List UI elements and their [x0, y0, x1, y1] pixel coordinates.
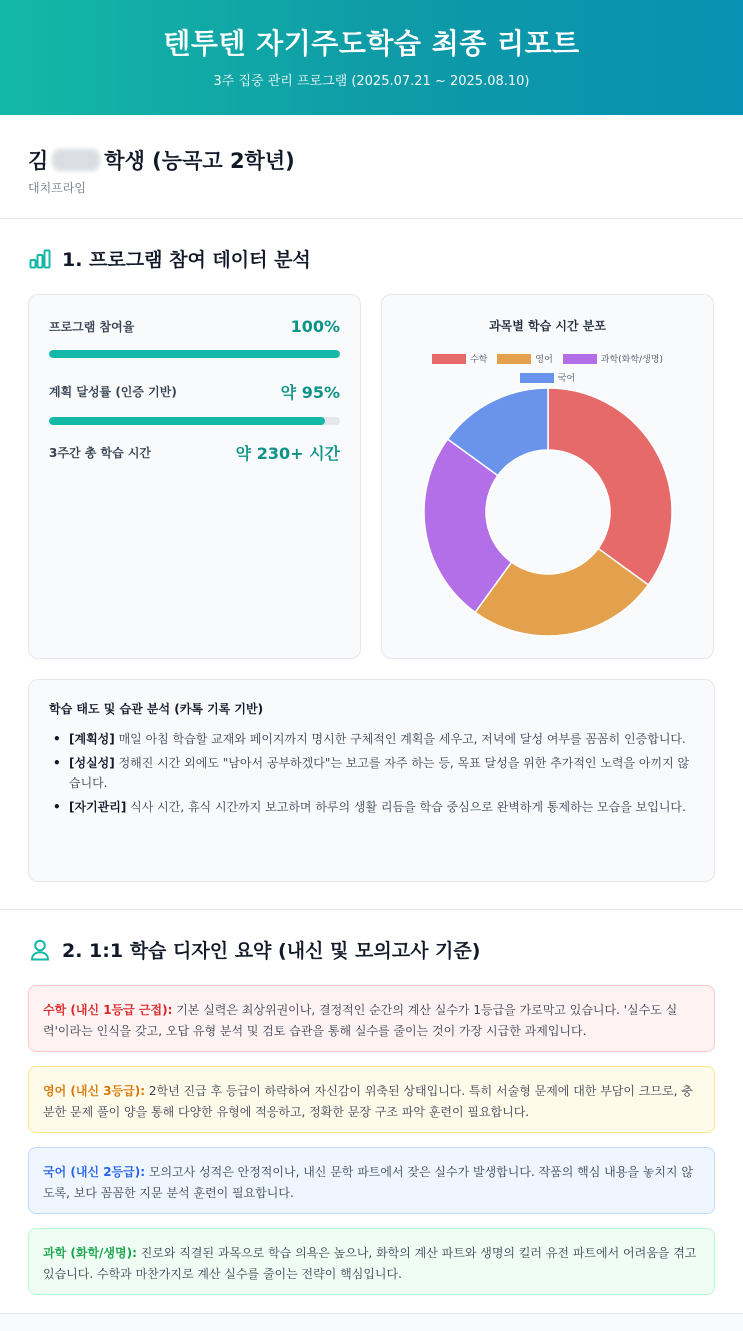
person-icon [28, 938, 52, 962]
student-name [28, 145, 715, 175]
design-card-math [28, 985, 715, 1052]
section-title: 2. 1:1 학습 디자인 요약 (내신 및 모의고사 기준) [62, 940, 481, 962]
legend-item[interactable] [520, 371, 575, 384]
student-name-suffix: 학생 (능곡고 2학년) [104, 149, 295, 173]
page-footer-edge [0, 1313, 743, 1331]
design-card-science [28, 1228, 715, 1295]
habit-keyword: [자기관리] [69, 800, 127, 814]
design-lead: 수학 (내신 1등급 근접): [43, 1003, 173, 1017]
legend-label: 과학(화학/생명) [600, 355, 663, 365]
habit-text: 정해진 시간 외에도 "남아서 공부하겠다"는 보고를 자주 하는 등, 목표 달성을 위한 추가적인 노력을 아끼지 않습니다. [69, 756, 690, 790]
student-branch: 대치프라임 [28, 181, 86, 195]
report-period: 3주 집중 관리 프로그램 (2025.07.21 ~ 2025.08.10) [213, 74, 530, 89]
legend-swatch [563, 354, 597, 364]
report-header [0, 0, 743, 115]
design-card-korean [28, 1147, 715, 1214]
name-redaction [52, 149, 100, 171]
list-item [49, 797, 694, 817]
chart-legend [423, 352, 673, 384]
stats-card [28, 294, 361, 659]
habit-text: 매일 아침 학습할 교재와 페이지까지 명시한 구체적인 계획을 세우고, 저녁에 달성 여부를 꼼꼼히 인증합니다. [114, 732, 686, 746]
progress-bar [49, 350, 340, 358]
donut-chart [392, 384, 705, 644]
stats-row [28, 294, 715, 659]
habit-keyword: [성실성] [69, 756, 115, 770]
stat-value: 약 230+ 시간 [235, 444, 340, 463]
progress-bar-fill [49, 417, 325, 425]
stat-value: 약 95% [280, 383, 340, 402]
donut-slice-0[interactable] [548, 388, 672, 585]
legend-item[interactable] [432, 352, 487, 365]
design-text: 2학년 진급 후 등급이 하락하여 자신감이 위축된 상태입니다. 특히 서술형 문제에 대한 부담이 크므로, 충분한 문제 풀이 양을 통해 다양한 유형에 적응하고, 정확한 문장 구조 파악 훈련이 필요합니다. [43, 1084, 693, 1119]
list-item [49, 753, 694, 793]
participation-section [0, 219, 743, 882]
report-title: 텐투텐 자기주도학습 최종 리포트 [163, 27, 580, 60]
list-item [49, 729, 694, 749]
section-title: 1. 프로그램 참여 데이터 분석 [62, 249, 311, 271]
habit-title: 학습 태도 및 습관 분석 (카톡 기록 기반) [49, 702, 264, 716]
legend-swatch [497, 354, 531, 364]
design-text: 모의고사 성적은 안정적이나, 내신 문학 파트에서 잦은 실수가 발생합니다. 작품의 핵심 내용을 놓치지 않도록, 보다 꼼꼼한 지문 분석 훈련이 필요합니다. [43, 1165, 693, 1200]
legend-label: 국어 [557, 374, 576, 384]
stat-label: 3주간 총 학습 시간 [49, 446, 152, 460]
habit-keyword: [계획성] [69, 732, 115, 746]
design-text: 기본 실력은 최상위권이나, 결정적인 순간의 계산 실수가 1등급을 가로막고 있습니다. '실수도 실력'이라는 인식을 갖고, 오답 유형 분석 및 검토 습관을 통해 실수를 줄이는 것이 가장 시급한 과제입니다. [43, 1003, 678, 1038]
habit-list [49, 729, 694, 817]
stat-value: 100% [290, 317, 340, 336]
habit-text: 식사 시간, 휴식 시간까지 보고하며 하루의 생활 리듬을 학습 중심으로 완벽하게 통제하는 모습을 보입니다. [126, 800, 686, 814]
design-card-english [28, 1066, 715, 1133]
section-heading [28, 936, 715, 963]
subject-time-chart [381, 294, 714, 659]
legend-swatch [432, 354, 466, 364]
design-text: 진로와 직결된 과목으로 학습 의욕은 높으나, 화학의 계산 파트와 생명의 킬러 유전 파트에서 어려움을 겪고 있습니다. 수학과 마찬가지로 계산 실수를 줄이는 전략이 핵심입니다. [43, 1246, 697, 1281]
section-heading [28, 245, 715, 272]
legend-label: 영어 [535, 355, 553, 365]
stat-total-hours [49, 441, 340, 464]
design-lead: 영어 (내신 3등급): [43, 1084, 146, 1098]
design-lead: 과학 (화학/생명): [43, 1246, 137, 1260]
legend-swatch [520, 373, 554, 383]
legend-item[interactable] [563, 352, 663, 365]
bar-chart-icon [28, 247, 52, 271]
stat-participation [49, 317, 340, 336]
chart-title: 과목별 학습 시간 분포 [489, 319, 606, 333]
student-info [0, 115, 743, 219]
stat-label: 프로그램 참여율 [49, 320, 135, 334]
progress-bar [49, 417, 340, 425]
design-lead: 국어 (내신 2등급): [43, 1165, 146, 1179]
stat-label: 계획 달성률 (인증 기반) [49, 385, 177, 399]
learning-design-section [0, 910, 743, 1295]
stat-plan-achievement [49, 380, 340, 403]
legend-item[interactable] [497, 352, 552, 365]
student-name-prefix: 김 [28, 149, 49, 173]
progress-bar-fill [49, 350, 340, 358]
legend-label: 수학 [469, 355, 488, 365]
habit-analysis-card [28, 679, 715, 882]
